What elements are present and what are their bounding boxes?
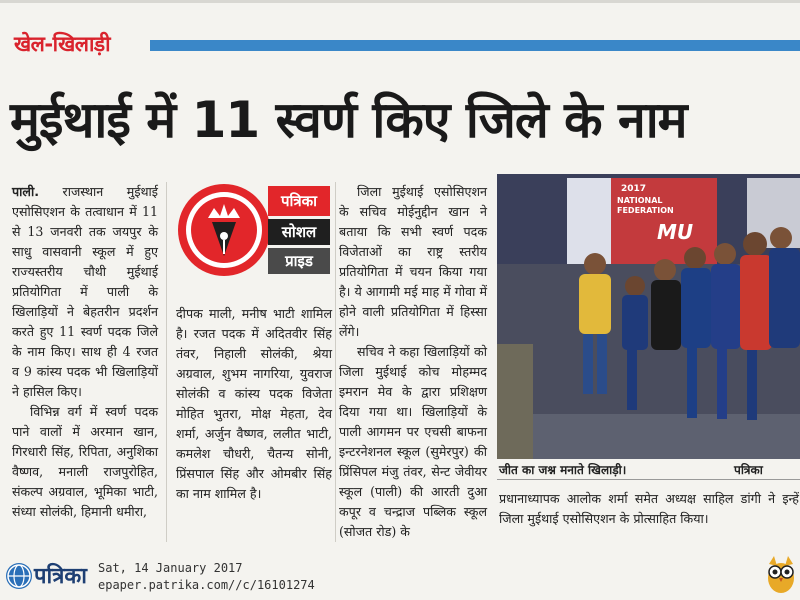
photo-credit: पत्रिका [734, 463, 763, 477]
section-bar [150, 40, 800, 51]
team-photo [497, 174, 800, 459]
banner-year: 2017 [621, 184, 647, 194]
footer-url[interactable]: epaper.patrika.com//c/16101274 [98, 578, 315, 592]
top-rule [0, 0, 800, 3]
column1-para1: राजस्थान मुईथाई एसोसिएशन के तत्वाधान में 11 से 13 जनवरी तक जयपुर के साधु वासवानी स्कूल में हुए राज्यस्तरीय चौथी मुईथाई प्रतियोगिता में पाली के खिलाड़ियों ने बेहतरीन प्रदर्शन करते हुए 11 स्वर्ण पदक जिले के नाम किए। साथ ही 4 रजत व 9 कांस्य पदक भी खिलाड़ियों ने हासिल किए। [12, 184, 158, 399]
column-divider [335, 182, 336, 542]
logo-line-3: प्राइड [268, 248, 330, 274]
pen-crown-icon [178, 184, 270, 276]
headline: मुईथाई में 11 स्वर्ण किए जिले के नाम [10, 91, 687, 149]
social-pride-logo [178, 184, 270, 276]
footer-brand: पत्रिका [34, 564, 87, 589]
logo-line-2: सोशल [268, 219, 330, 245]
banner-text: NATIONAL FEDERATION [617, 196, 674, 215]
article-column-1 [12, 182, 158, 522]
footer-date: Sat, 14 January 2017 [98, 561, 243, 575]
section-tag: खेल-खिलाड़ी [14, 32, 111, 56]
dateline: पाली. [12, 184, 39, 199]
column-divider [166, 182, 167, 542]
patrika-globe-icon [6, 563, 32, 589]
logo-brand: पत्रिका [268, 186, 330, 216]
article-column-4: प्रधानाध्यापक आलोक शर्मा समेत अध्यक्ष साहिल डांगी ने इन्हें जिला मुईथाई एसोसिएशन के प्रोत्साहित किया। [499, 491, 799, 526]
owl-icon [766, 554, 796, 594]
column3-para2: सचिव ने कहा खिलाड़ियों को जिला मुईथाई कोच मोहम्मद इमरान मेव के द्वारा प्रशिक्षण दिया गया था। खिलाड़ियों के पाली आगमन पर एचसी बाफना इन्टरनेशनल स्कूल (सुमेरपुर) की प्रिंसिपल मंजु तंवर, सेन्ट जेवीयर स्कूल (पाली) की आरती दुआ कपूर व चन्द्राज पब्लिक स्कूल (सोजत रोड) के [339, 344, 487, 539]
article-column-2 [176, 304, 332, 504]
column1-para2: विभिन्न वर्ग में स्वर्ण पदक पाने वालों में अरमान खान, गिरधारी सिंह, रिपिता, अनुशिका वैष्णव, मनाली राजपुरोहित, संकल्प अग्रवाल, भूमिका भाटी, संध्या सोलंकी, हिमानी धमीरा, [12, 404, 158, 519]
article-column-3 [339, 182, 487, 542]
photo-caption: जीत का जश्न मनाते खिलाड़ी। [499, 463, 627, 477]
column2-para1: दीपक माली, मनीष भाटी शामिल है। रजत पदक में अदितवीर सिंह तंवर, निहाली सोलंकी, श्रेया अग्रवाल, शुभम नागरिया, युवराज सोलंकी व कांस्य पदक विजेता मोहित भुतरा, मोक्ष मेहता, देव शर्मा, अर्जुन वैष्णव, ललीत भाटी, कमलेश चौधरी, चैतन्य सोनी, प्रिंसपाल सिंह और ओमबीर सिंह का नाम शामिल है। [176, 306, 332, 501]
team-photo-illustration [497, 174, 800, 459]
column3-para1: जिला मुईथाई एसोसिएशन के सचिव मोईनुद्दीन खान ने बताया कि सभी स्वर्ण पदक विजेताओं का राष्ट्र स्तरीय प्रतियोगिता में चयन किया गया है। ये आगामी मई माह में गोवा में होने वाली प्रतियोगिता में हिस्सा लेंगे। [339, 184, 487, 339]
caption-rule [497, 479, 800, 480]
banner-short: MU [657, 220, 694, 244]
